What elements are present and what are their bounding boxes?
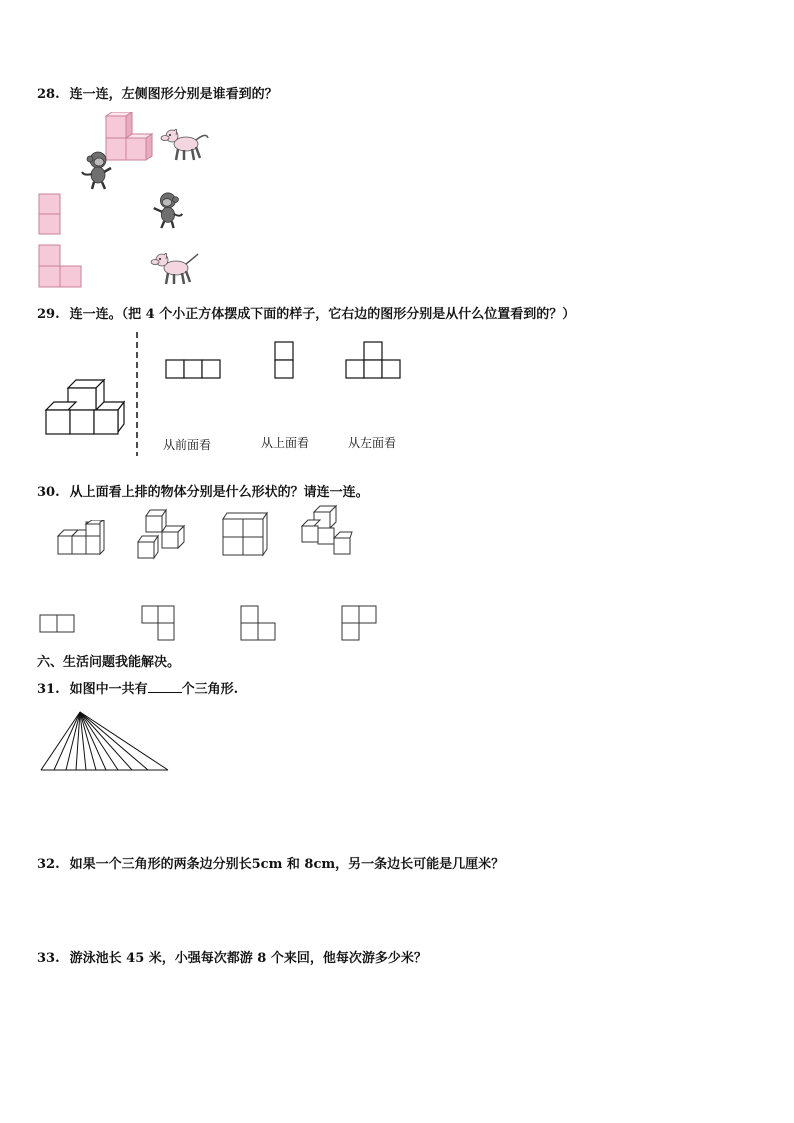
dog-icon xyxy=(160,126,210,162)
view-label-front: 从前面看 xyxy=(163,438,212,452)
question-number: 32. xyxy=(37,857,60,872)
q30-shape-c xyxy=(240,605,278,643)
q30-shape-a xyxy=(39,614,77,636)
section-6-title: 六、生活问题我能解决。 xyxy=(37,655,181,670)
view-label-left: 从左面看 xyxy=(348,436,397,450)
q30-object-1 xyxy=(56,520,106,558)
q29-view-two-column xyxy=(274,341,296,381)
monkey-icon xyxy=(80,150,114,190)
question-text: 连一连。（把 4 个小正方体摆成下面的样子，它右边的图形分别是从什么位置看到的？） xyxy=(69,307,576,322)
view-label-top: 从上面看 xyxy=(261,436,310,450)
q29-dashed-divider xyxy=(135,332,139,456)
q29-cube-arrangement xyxy=(44,378,126,438)
question-28 xyxy=(37,83,278,102)
question-text: 从上面看上排的物体分别是什么形状的？请连一连。 xyxy=(69,485,369,500)
monkey-icon-small xyxy=(150,191,184,229)
question-33 xyxy=(37,947,427,966)
question-30 xyxy=(37,481,369,500)
question-text-before: 如图中一共有 xyxy=(69,682,148,697)
question-31 xyxy=(37,678,238,697)
answer-blank[interactable] xyxy=(148,680,182,693)
q31-triangle-figure xyxy=(40,710,170,772)
question-32 xyxy=(37,853,504,872)
question-text: 游泳池长 45 米，小强每次都游 8 个来回，他每次游多少米？ xyxy=(69,951,427,966)
q30-shape-d xyxy=(341,605,379,643)
q30-shape-b xyxy=(141,605,177,643)
question-number: 33. xyxy=(37,951,60,966)
q30-object-4 xyxy=(300,504,354,558)
dog-icon-small xyxy=(150,250,200,286)
q29-view-t-shape xyxy=(345,341,405,381)
q28-view-option-vertical xyxy=(38,193,62,235)
question-number: 28. xyxy=(37,87,60,102)
q29-view-three-row xyxy=(165,359,223,381)
question-number: 31. xyxy=(37,682,60,697)
question-number: 29. xyxy=(37,307,60,322)
q30-object-3 xyxy=(221,511,269,557)
q28-view-option-l-shape xyxy=(38,244,84,288)
question-text-after: 个三角形. xyxy=(181,682,239,697)
question-text: 连一连，左侧图形分别是谁看到的？ xyxy=(69,87,278,102)
question-number: 30. xyxy=(37,485,60,500)
question-text: 如果一个三角形的两条边分别长5cm 和 8cm，另一条边长可能是几厘米？ xyxy=(69,857,505,872)
question-29 xyxy=(37,303,575,322)
q30-object-2 xyxy=(136,508,188,560)
